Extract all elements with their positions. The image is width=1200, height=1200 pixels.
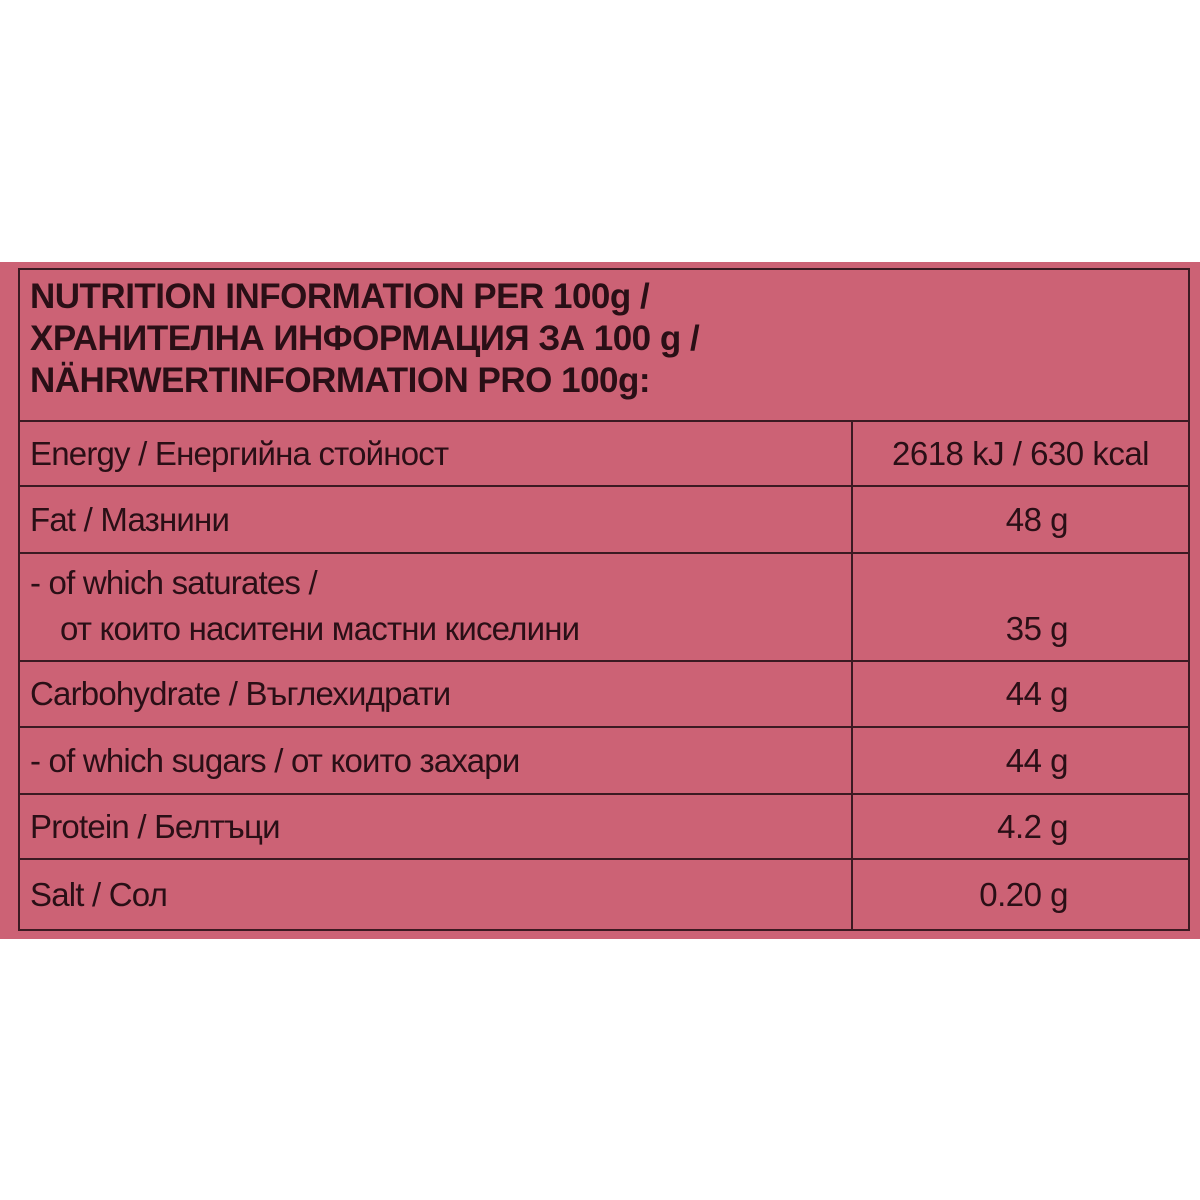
row-label: Fat / Мазнини <box>20 487 853 552</box>
header-line-german: NÄHRWERTINFORMATION PRO 100g: <box>30 361 651 400</box>
row-value: 48 g <box>1005 500 1068 538</box>
row-value-cell <box>853 554 1188 660</box>
row-label <box>20 554 853 660</box>
row-value: 2618 kJ / 630 kcal <box>892 434 1149 472</box>
table-row-salt <box>20 860 1188 929</box>
table-header <box>20 270 1188 422</box>
row-value: 4.2 g <box>997 807 1068 845</box>
row-label-line2: от които наситени мастни киселини <box>60 610 580 647</box>
header-line-english: NUTRITION INFORMATION PER 100g / <box>30 277 650 316</box>
row-label: Protein / Белтъци <box>20 795 853 858</box>
header-line-bulgarian: ХРАНИТЕЛНА ИНФОРМАЦИЯ ЗА 100 g / <box>30 319 700 358</box>
row-label-line1: - of which saturates / <box>30 564 317 601</box>
row-value: 44 g <box>1005 675 1068 712</box>
nutrition-table <box>18 268 1190 931</box>
table-row-energy <box>20 422 1188 487</box>
table-row-protein <box>20 795 1188 860</box>
table-row-carbohydrate <box>20 662 1188 728</box>
table-row-saturates <box>20 554 1188 662</box>
table-row-sugars <box>20 728 1188 795</box>
row-label: Energy / Енергийна стойност <box>20 422 853 485</box>
row-label: Salt / Сол <box>20 860 853 929</box>
row-label: - of which sugars / от които захари <box>20 728 853 793</box>
row-label: Carbohydrate / Въглехидрати <box>20 662 853 726</box>
row-value: 35 g <box>1005 610 1068 647</box>
row-value: 44 g <box>1005 741 1068 779</box>
table-row-fat <box>20 487 1188 554</box>
row-value: 0.20 g <box>979 875 1068 913</box>
